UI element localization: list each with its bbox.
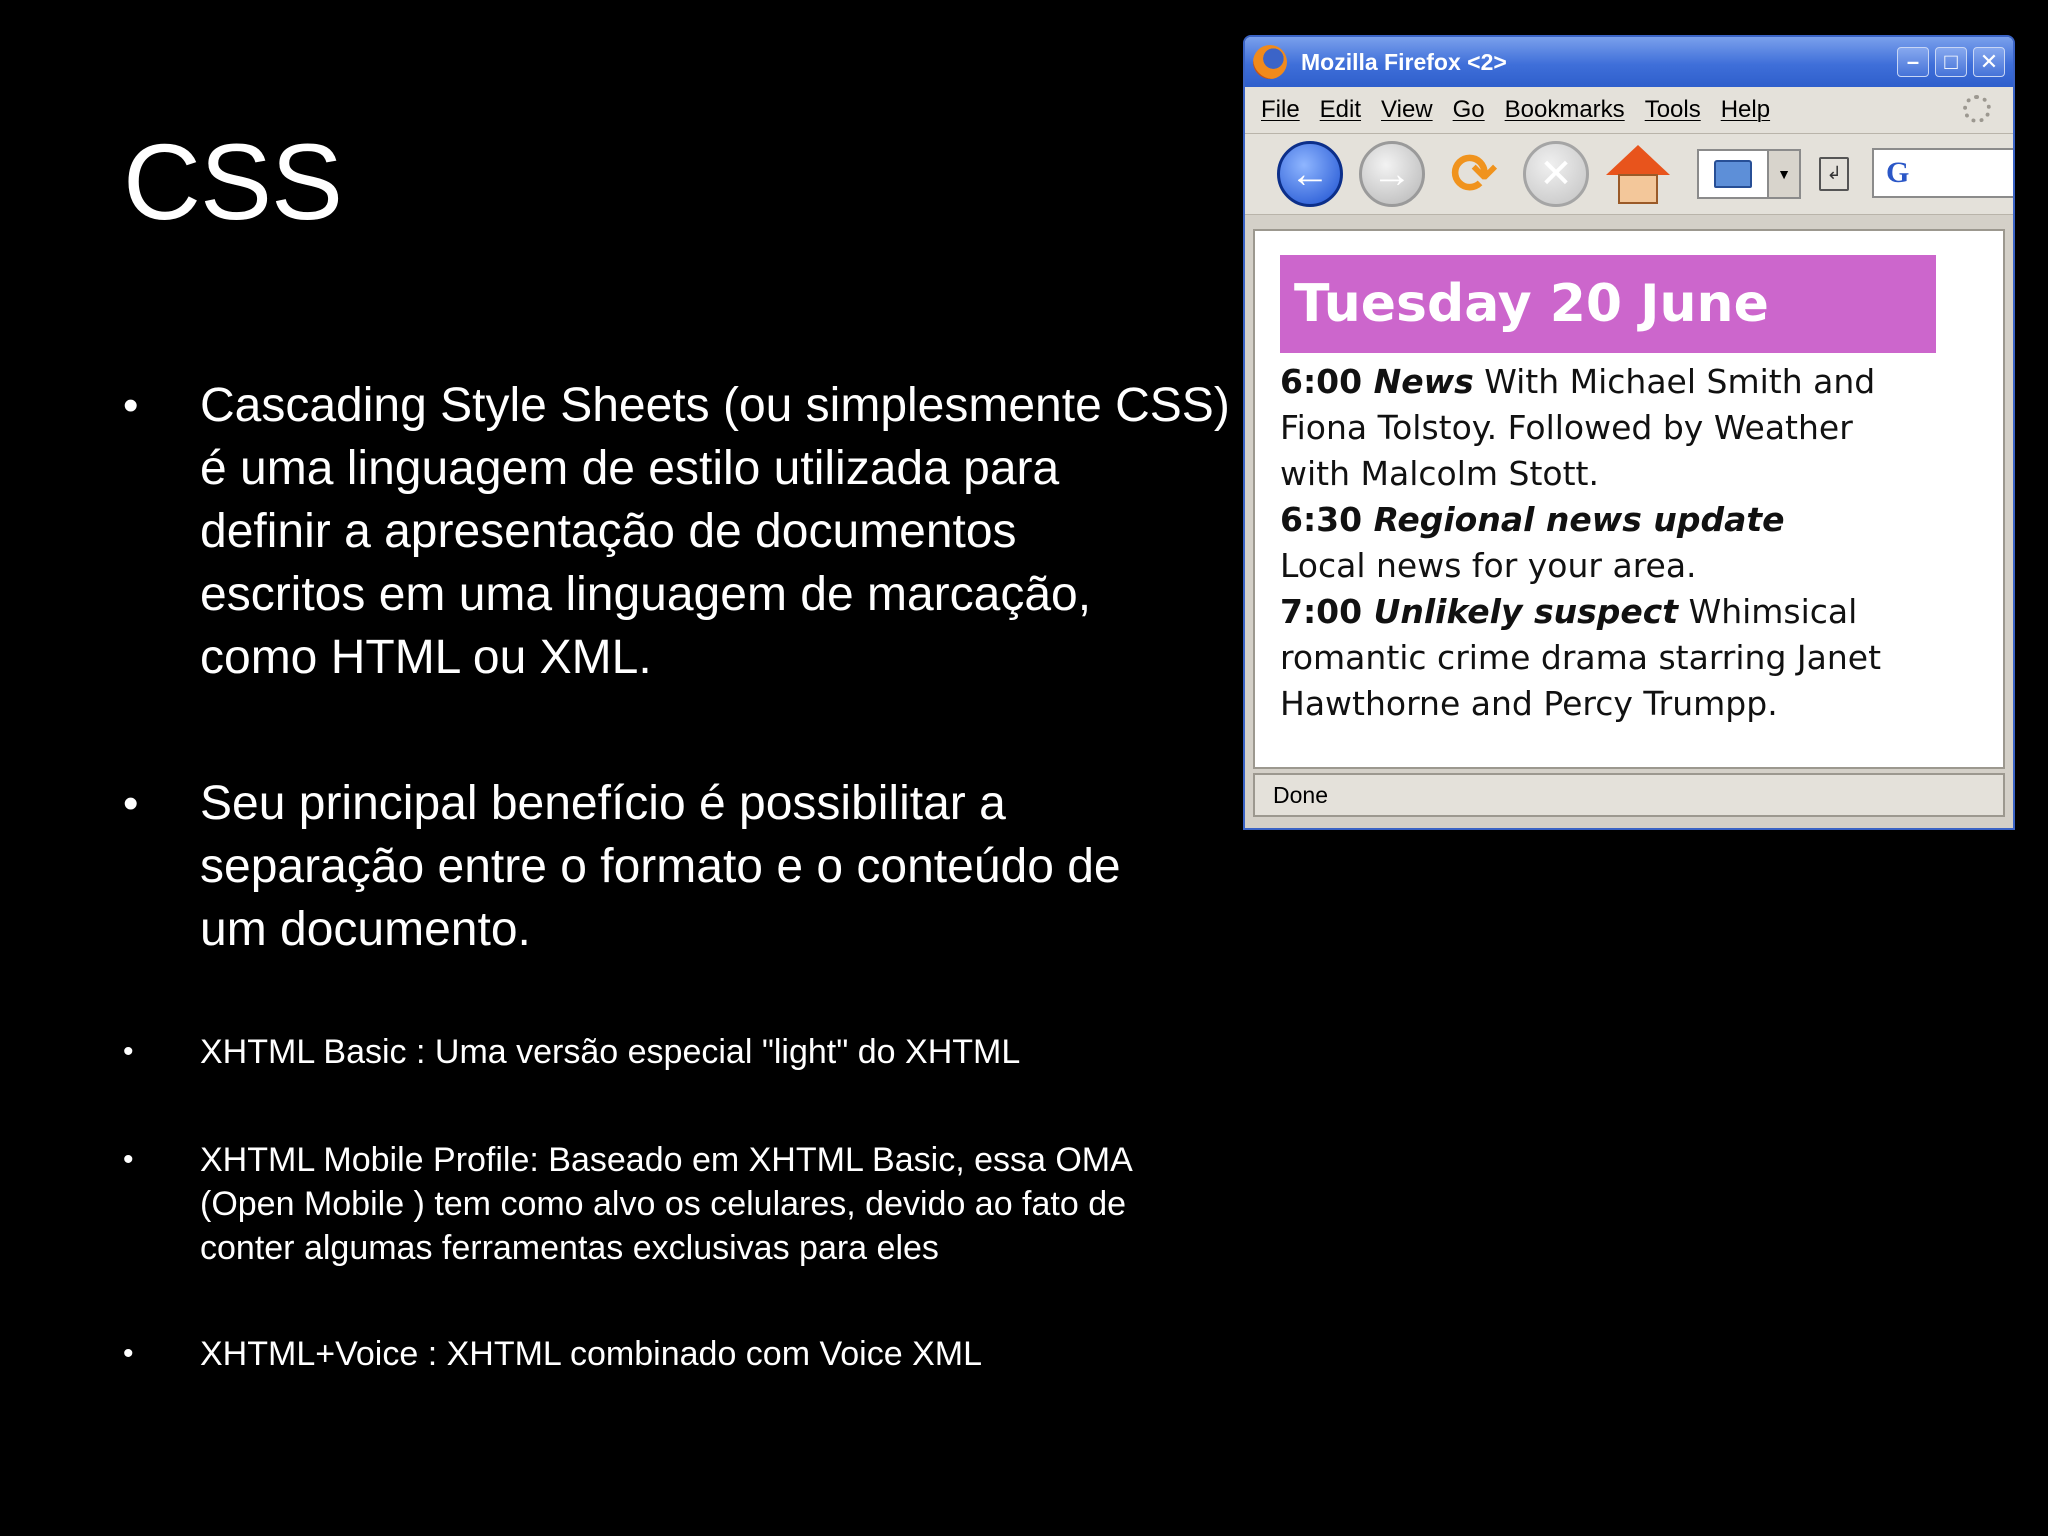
bullet-line: Cascading Style Sheets (ou simplesmente CSS): [200, 379, 1230, 432]
bullet-line: um documento.: [200, 903, 531, 956]
minimize-icon[interactable]: –: [1897, 47, 1929, 77]
menu-bar: [1245, 87, 2013, 134]
stop-icon[interactable]: ✕: [1523, 141, 1589, 207]
window-titlebar: [1245, 37, 2013, 87]
forward-icon[interactable]: →: [1359, 141, 1425, 207]
listing-time: 7:00: [1280, 592, 1374, 631]
bullet-line: XHTML Mobile Profile: Baseado em XHTML Basic, essa OMA: [200, 1141, 1133, 1179]
listing-line: [1280, 359, 1990, 405]
reload-icon[interactable]: ⟳: [1450, 142, 1498, 205]
back-icon[interactable]: ←: [1277, 141, 1343, 207]
page-viewport: [1253, 229, 2005, 769]
google-icon: G: [1886, 156, 1910, 189]
listing-programme: Unlikely suspect: [1373, 592, 1679, 631]
menu-file[interactable]: File: [1261, 96, 1300, 123]
bullet-text: [200, 1332, 982, 1376]
bullet-text: [200, 772, 1121, 961]
bullet-line: separação entre o formato e o conteúdo de: [200, 840, 1121, 893]
menu-help[interactable]: Help: [1720, 96, 1771, 123]
bullet-text: [200, 1030, 1020, 1074]
maximize-icon[interactable]: □: [1935, 47, 1967, 77]
bullet-line: como HTML ou XML.: [200, 631, 652, 684]
menu-edit[interactable]: Edit: [1319, 96, 1362, 123]
bullet-line: XHTML Basic : Uma versão especial "light" do XHTML: [200, 1033, 1021, 1071]
listing-text: Local news for your area.: [1280, 546, 1697, 585]
bullet-line: escritos em uma linguagem de marcação,: [200, 568, 1092, 621]
bullet-line: XHTML+Voice : XHTML combinado com Voice XML: [200, 1335, 982, 1373]
chevron-down-icon[interactable]: ▼: [1767, 151, 1799, 197]
bullet-text: [200, 1138, 1133, 1270]
listing-text: with Malcolm Stott.: [1280, 454, 1599, 493]
bullet-line: (Open Mobile ) tem como alvo os celulares, devido ao fato de: [200, 1185, 1127, 1223]
tv-listing: [1280, 359, 1990, 727]
listing-line: [1280, 635, 1990, 681]
listing-text: romantic crime drama starring Janet: [1280, 638, 1882, 677]
home-icon[interactable]: [1605, 141, 1671, 207]
listing-programme: Regional news update: [1373, 500, 1785, 539]
close-icon[interactable]: ✕: [1973, 47, 2005, 77]
menu-go[interactable]: Go: [1452, 96, 1485, 123]
status-bar: Done: [1253, 773, 2005, 817]
bookmarks-combo[interactable]: [1697, 149, 1801, 199]
listing-text: Hawthorne and Percy Trumpp.: [1280, 684, 1778, 723]
listing-line: [1280, 543, 1990, 589]
firefox-window-screenshot: [1243, 35, 2015, 830]
menu-bookmarks[interactable]: Bookmarks: [1504, 96, 1625, 123]
menu-tools[interactable]: Tools: [1644, 96, 1701, 123]
bullet-marker: •: [123, 1035, 134, 1068]
listing-line: [1280, 589, 1990, 635]
navigation-toolbar: [1245, 134, 2013, 215]
bullet-marker: •: [123, 381, 139, 430]
folder-icon: [1699, 151, 1767, 197]
window-title: Mozilla Firefox <2>: [1301, 48, 1507, 75]
throbber-icon: [1963, 95, 1991, 123]
bullet-marker: •: [123, 1337, 134, 1370]
listing-programme: News: [1373, 362, 1474, 401]
listing-time: 6:30: [1280, 500, 1374, 539]
bullet-line: Seu principal benefício é possibilitar a: [200, 777, 1006, 830]
bullet-line: conter algumas ferramentas exclusivas para eles: [200, 1229, 939, 1267]
listing-time: 6:00: [1280, 362, 1374, 401]
firefox-logo-icon: [1253, 45, 1287, 79]
bullet-text: [200, 374, 1230, 689]
listing-text: Whimsical: [1678, 592, 1858, 631]
bullet-marker: •: [123, 779, 139, 828]
listing-text: With Michael Smith and: [1473, 362, 1876, 401]
page-heading: Tuesday 20 June: [1280, 255, 1936, 353]
slide-title: CSS: [123, 121, 343, 242]
menu-view[interactable]: View: [1381, 96, 1433, 123]
bullet-marker: •: [123, 1143, 134, 1176]
listing-line: [1280, 497, 1990, 543]
listing-text: Fiona Tolstoy. Followed by Weather: [1280, 408, 1853, 447]
bullet-line: definir a apresentação de documentos: [200, 505, 1017, 558]
listing-line: [1280, 451, 1990, 497]
listing-line: [1280, 681, 1990, 727]
listing-line: [1280, 405, 1990, 451]
go-icon[interactable]: ↲: [1819, 157, 1849, 191]
bullet-line: é uma linguagem de estilo utilizada para: [200, 442, 1060, 495]
search-input[interactable]: [1872, 148, 2015, 198]
